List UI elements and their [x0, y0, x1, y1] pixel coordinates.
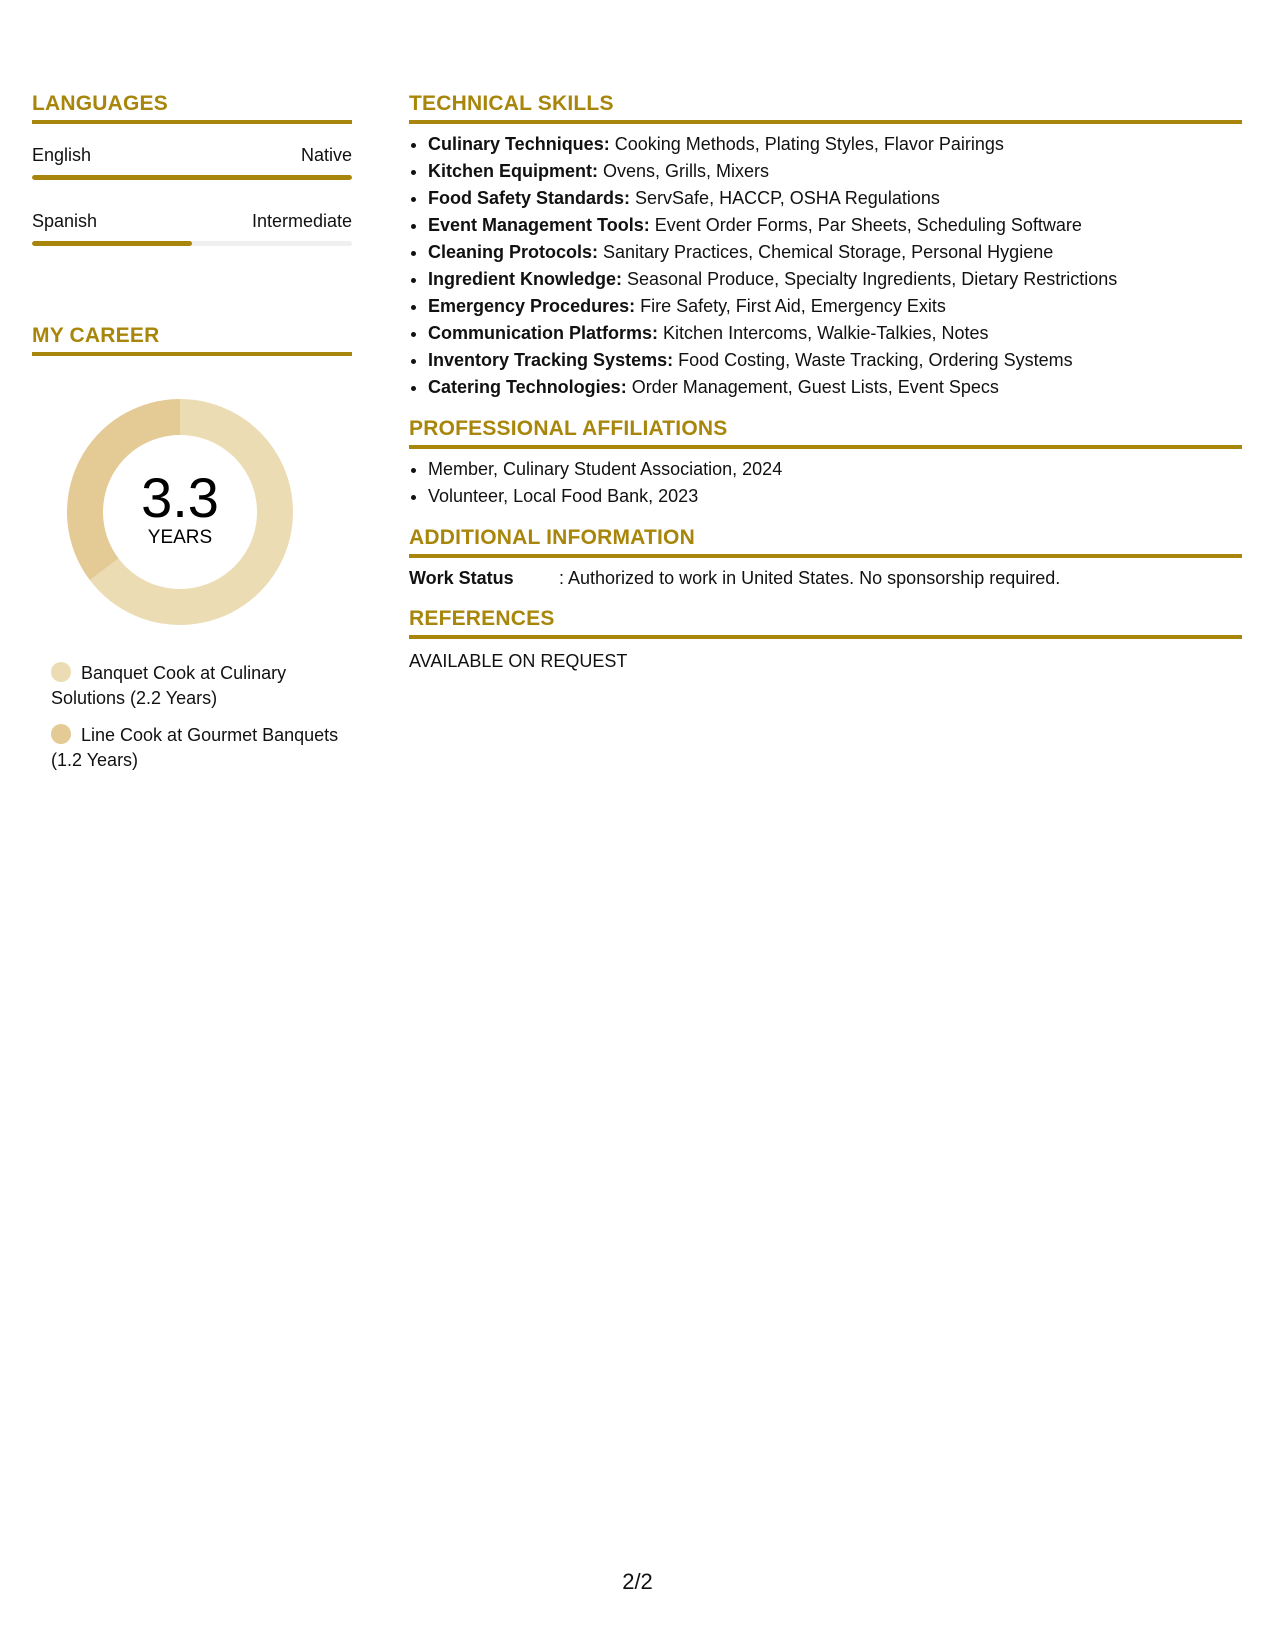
language-proficiency-fill: [32, 241, 192, 246]
career-heading: MY CAREER: [32, 324, 352, 356]
skill-item: [428, 239, 1242, 266]
skill-details: Fire Safety, First Aid, Emergency Exits: [635, 296, 946, 316]
work-status-value: : Authorized to work in United States. No sponsorship required.: [559, 568, 1061, 588]
affiliation-item: • Volunteer, Local Food Bank, 2023: [428, 483, 1242, 510]
career-legend-item: [51, 723, 341, 773]
skill-item: [428, 185, 1242, 212]
skill-category: Culinary Techniques:: [428, 134, 610, 154]
career-legend-label: Line Cook at Gourmet Banquets (1.2 Years): [51, 725, 339, 770]
language-item: [32, 144, 352, 180]
language-proficiency-bar: [32, 175, 352, 180]
additional-info-heading: ADDITIONAL INFORMATION: [409, 526, 1242, 558]
skill-details: Seasonal Produce, Specialty Ingredients, Dietary Restrictions: [622, 269, 1118, 289]
skill-details: Cooking Methods, Plating Styles, Flavor Pairings: [609, 134, 1004, 154]
page-number: 2/2: [622, 1569, 653, 1594]
work-status-row: [409, 565, 1242, 591]
languages-heading: LANGUAGES: [32, 92, 352, 124]
skill-category: Communication Platforms:: [428, 323, 659, 343]
career-donut-chart: [65, 397, 295, 627]
skill-item: [428, 293, 1242, 320]
skill-details: Food Costing, Waste Tracking, Ordering Systems: [673, 350, 1073, 370]
affiliations-list: [409, 456, 1242, 510]
skill-item: [428, 320, 1242, 347]
career-total-unit: YEARS: [147, 527, 213, 548]
technical-skills-section: [409, 92, 1242, 401]
language-row: [32, 144, 352, 166]
skill-category: Food Safety Standards:: [428, 188, 631, 208]
skill-item: [428, 158, 1242, 185]
language-proficiency-fill: [32, 175, 352, 180]
skill-details: ServSafe, HACCP, OSHA Regulations: [630, 188, 940, 208]
language-name: Spanish: [32, 211, 98, 231]
affiliations-section: [409, 417, 1242, 510]
references-text: AVAILABLE ON REQUEST: [409, 651, 628, 671]
affiliations-heading: PROFESSIONAL AFFILIATIONS: [409, 417, 1242, 449]
skill-item: [428, 266, 1242, 293]
affiliation-item: • Member, Culinary Student Association, 2024: [428, 456, 1242, 483]
left-column: [32, 92, 352, 785]
skill-details: Kitchen Intercoms, Walkie-Talkies, Notes: [658, 323, 989, 343]
language-item: [32, 210, 352, 246]
right-column: [409, 92, 1242, 674]
career-total-years: 3.3: [141, 466, 219, 529]
career-legend-label: Banquet Cook at Culinary Solutions (2.2 Years): [51, 663, 287, 708]
career-legend: [51, 661, 341, 773]
language-row: [32, 210, 352, 232]
skill-item: [428, 347, 1242, 374]
skill-category: Emergency Procedures:: [428, 296, 636, 316]
skill-details: Sanitary Practices, Chemical Storage, Personal Hygiene: [598, 242, 1054, 262]
skill-item: [428, 212, 1242, 239]
language-level: Native: [300, 145, 352, 165]
languages-section: [32, 92, 352, 246]
legend-dot-icon: [51, 662, 71, 682]
career-legend-item: [51, 661, 341, 711]
skill-category: Event Management Tools:: [428, 215, 650, 235]
skill-item: [428, 374, 1242, 401]
skill-category: Kitchen Equipment:: [428, 161, 598, 181]
skill-item: [428, 131, 1242, 158]
skill-details: Order Management, Guest Lists, Event Specs: [626, 377, 999, 397]
work-status-label: Work Status: [409, 568, 514, 588]
references-heading: REFERENCES: [409, 607, 1242, 639]
skill-category: Ingredient Knowledge:: [428, 269, 623, 289]
skill-category: Catering Technologies:: [428, 377, 627, 397]
technical-skills-list: [409, 131, 1242, 401]
technical-skills-heading: TECHNICAL SKILLS: [409, 92, 1242, 124]
career-donut-center: [65, 397, 295, 627]
skill-category: Inventory Tracking Systems:: [428, 350, 674, 370]
references-section: [409, 607, 1242, 674]
additional-info-section: [409, 526, 1242, 591]
language-name: English: [32, 145, 92, 165]
skill-details: Ovens, Grills, Mixers: [598, 161, 770, 181]
language-list: [32, 144, 352, 246]
skill-category: Cleaning Protocols:: [428, 242, 599, 262]
skill-details: Event Order Forms, Par Sheets, Scheduling Software: [649, 215, 1082, 235]
legend-dot-icon: [51, 724, 71, 744]
language-level: Intermediate: [251, 211, 352, 231]
language-proficiency-bar: [32, 241, 352, 246]
career-section: [32, 324, 352, 773]
